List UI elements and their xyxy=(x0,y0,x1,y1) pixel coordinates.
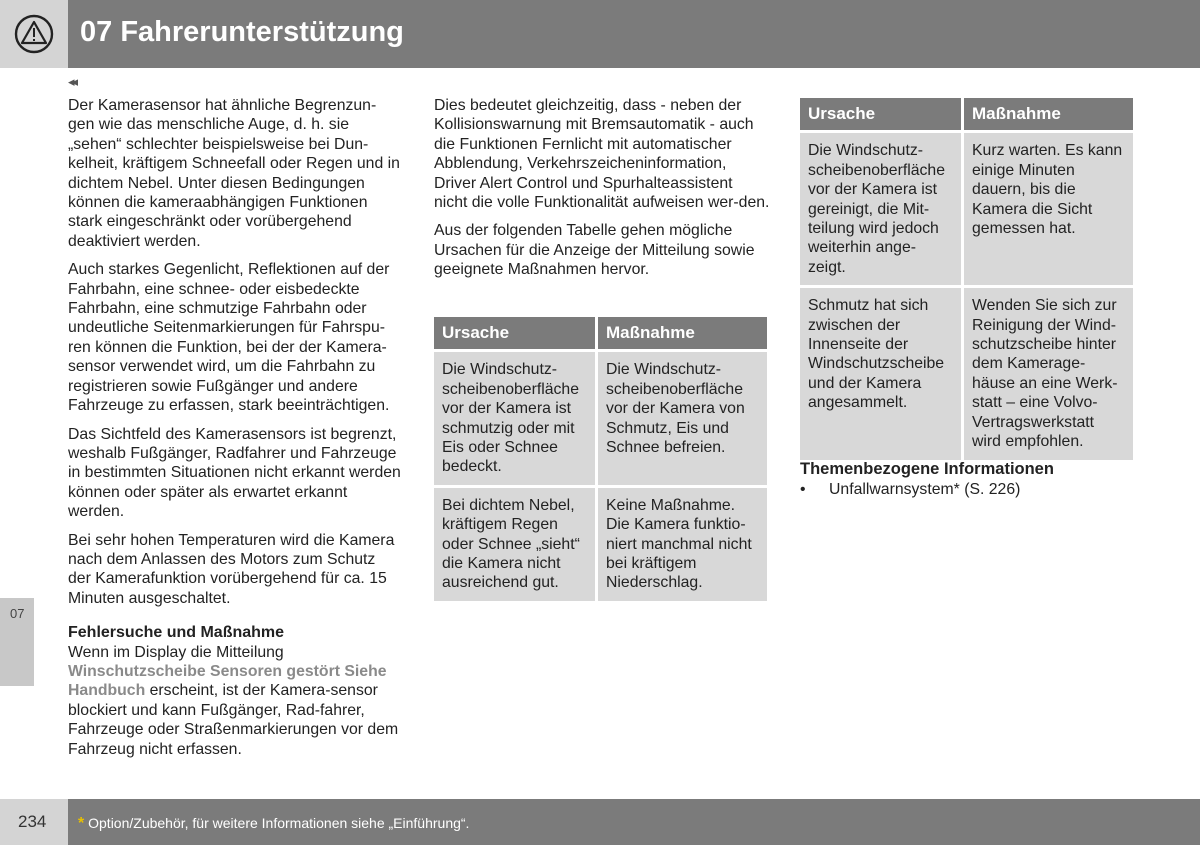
page-number-box xyxy=(0,799,68,845)
related-link[interactable]: Unfallwarnsystem* (S. 226) xyxy=(829,481,1021,499)
table-header-row xyxy=(434,317,767,349)
paragraph xyxy=(68,643,402,759)
column-1 xyxy=(68,96,402,759)
related-heading: Themenbezogene Informationen xyxy=(800,460,1054,478)
section-heading: Fehlersuche und Maßnahme xyxy=(68,624,285,642)
header-action: Maßnahme xyxy=(598,317,767,349)
page-footer xyxy=(68,799,1200,845)
related-link-item[interactable] xyxy=(800,480,1132,499)
paragraph: Der Kamerasensor hat ähnliche Begrenzun-gen wie das menschliche Auge, d. h. sie „sehen“ schlechter beispielsweise bei Dun-kelheit, kräftigem Schneefall oder Regen und in dichtem Nebel. Unter diesen Bedingungen können die kameraabhängigen Funktionen stark eingeschränkt oder vorübergehend deaktiviert werden. xyxy=(68,97,400,250)
cell-action: Keine Maßnahme. Die Kamera funktio-niert manchmal nicht bei kräftigem Niederschlag. xyxy=(598,488,767,601)
paragraph-end: erscheint, ist der Kamera-sensor blockiert und kann Fußgänger, Rad-fahrer, Fahrzeuge oder Straßenmarkierungen vor dem Fahrzeug nicht erfassen. xyxy=(68,682,399,758)
cell-cause: Die Windschutz-scheibenoberfläche vor der Kamera ist gereinigt, die Mit-teilung wird jedoch weiterhin ange-zeigt. xyxy=(800,133,961,285)
table-row xyxy=(800,133,1133,285)
warning-triangle-icon xyxy=(14,14,54,54)
header-cause: Ursache xyxy=(800,98,961,130)
footer-note xyxy=(78,815,469,833)
page-number: 234 xyxy=(18,812,47,831)
table-row xyxy=(434,352,767,484)
chapter-title: 07 Fahrerunterstützung xyxy=(80,16,404,48)
cell-action: Wenden Sie sich zur Reinigung der Wind-schutzscheibe hinter dem Kamerage-häuse an eine Werk-statt – eine Volvo-Vertragswerkstatt wird empfohlen. xyxy=(964,288,1133,459)
chapter-tab xyxy=(0,598,34,686)
bullet-icon: • xyxy=(800,481,806,499)
troubleshooting-table-1-wrap xyxy=(434,314,770,604)
paragraph: Dies bedeutet gleichzeitig, dass - neben der Kollisionswarnung mit Bremsautomatik - auch die Funktionen Fernlicht mit automatischer Abblendung, Verkehrszeicheninformation, Driver Alert Control und Spurhalteassistent nicht die volle Funktionalität aufweisen wer-den. xyxy=(434,97,770,212)
header-cause: Ursache xyxy=(434,317,595,349)
troubleshooting-table-2-wrap xyxy=(800,95,1136,463)
continued-marker: ◂◂ xyxy=(68,74,76,89)
cell-cause: Die Windschutz-scheibenoberfläche vor der Kamera ist schmutzig oder mit Eis oder Schnee bedeckt. xyxy=(434,352,595,484)
troubleshooting-table-2 xyxy=(797,95,1136,463)
cell-cause: Bei dichtem Nebel, kräftigem Regen oder Schnee „sieht“ die Kamera nicht ausreichend gut. xyxy=(434,488,595,601)
footer-text: Option/Zubehör, für weitere Informationen siehe „Einführung“. xyxy=(84,815,470,831)
troubleshooting-table-1 xyxy=(431,314,770,604)
display-message: Winschutzscheibe Sensoren gestört Siehe Handbuch xyxy=(68,662,387,700)
related-information xyxy=(800,460,1132,500)
cell-action: Kurz warten. Es kann einige Minuten dauern, bis die Kamera die Sicht gemessen hat. xyxy=(964,133,1133,285)
paragraph: Aus der folgenden Tabelle gehen mögliche Ursachen für die Anzeige der Mitteilung sowie geeignete Maßnahmen hervor. xyxy=(434,222,755,279)
paragraph: Bei sehr hohen Temperaturen wird die Kamera nach dem Anlassen des Motors zum Schutz der Kamerafunktion vorübergehend für ca. 15 Minuten ausgeschaltet. xyxy=(68,531,395,607)
table-row xyxy=(800,288,1133,459)
cell-cause: Schmutz hat sich zwischen der Innenseite der Windschutzscheibe und der Kamera angesammelt. xyxy=(800,288,961,459)
header-action: Maßnahme xyxy=(964,98,1133,130)
table-header-row xyxy=(800,98,1133,130)
column-2 xyxy=(434,96,770,289)
chapter-tab-label: 07 xyxy=(10,606,25,621)
paragraph-start: Wenn im Display die Mitteilung xyxy=(68,643,284,661)
paragraph: Das Sichtfeld des Kamerasensors ist begrenzt, weshalb Fußgänger, Radfahrer und Fahrzeuge in bestimmten Situationen nicht erkannt werden können oder später als erwartet erkannt werden. xyxy=(68,425,401,521)
footnote-star: * xyxy=(78,815,85,832)
table-row xyxy=(434,488,767,601)
paragraph: Auch starkes Gegenlicht, Reflektionen auf der Fahrbahn, eine schnee- oder eisbedeckte Fahrbahn, eine schmutzige Fahrbahn oder undeutliche Seitenmarkierungen für Fahrspu-ren können die Funktion, bei der der Kamera-sensor verwendet wird, um die Fahrbahn zu registrieren sowie Fußgänger und andere Fahrzeuge zu erfassen, stark beeinträchtigen. xyxy=(68,261,390,415)
header-icon-box xyxy=(0,0,68,68)
cell-action: Die Windschutz-scheibenoberfläche vor der Kamera von Schmutz, Eis und Schnee befreien. xyxy=(598,352,767,484)
